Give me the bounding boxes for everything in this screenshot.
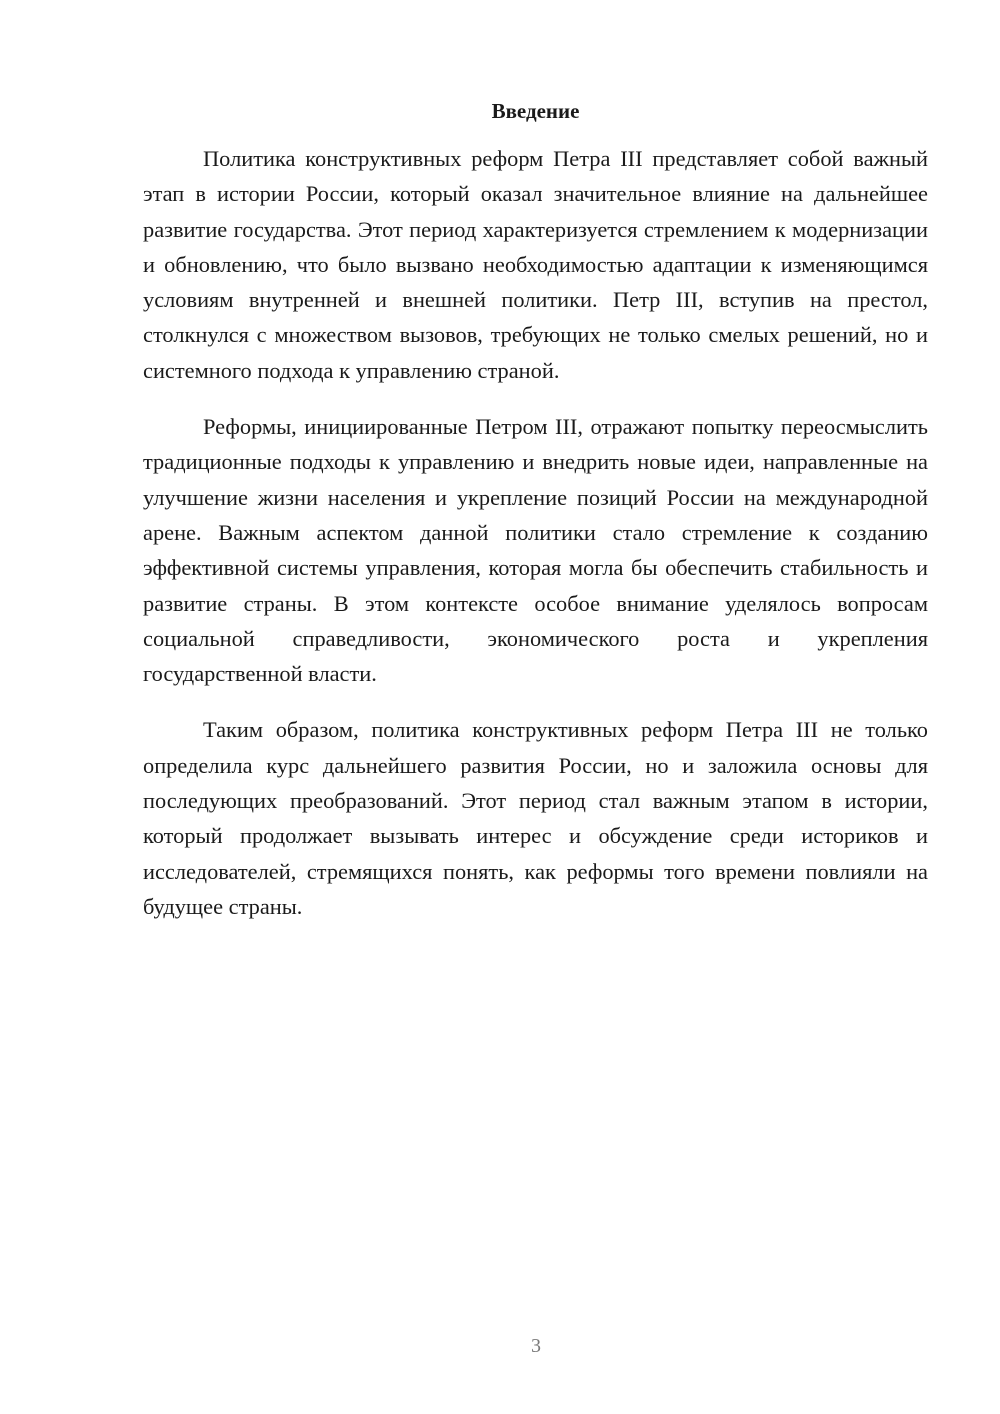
page-number: 3 bbox=[531, 1335, 541, 1357]
paragraph-3: Таким образом, политика конструктивных реформ Петра III не только определила курс дальнейшего развития России, но и заложила основы для последующих преобразований. Этот период стал важным этапом в истории, который продолжает вызывать интерес и обсуждение среди историков и исследователей, стремящихся понять, как реформы того времени повлияли на будущее страны. bbox=[143, 717, 928, 919]
paragraph-1: Политика конструктивных реформ Петра III представляет собой важный этап в истории России, который оказал значительное влияние на дальнейшее развитие государства. Этот период характеризуется стремлением к модернизации и обновлению, что было вызвано необходимостью адаптации к изменяющимся условиям внутренней и внешней политики. Петр III, вступив на престол, столкнулся с множеством вызовов, требующих не только смелых решений, но и системного подхода к управлению страной. bbox=[143, 146, 928, 383]
body-text bbox=[143, 141, 928, 945]
section-heading: Введение bbox=[491, 99, 580, 123]
paragraph-2: Реформы, инициированные Петром III, отражают попытку переосмыслить традиционные подходы к управлению и внедрить новые идеи, направленные на улучшение жизни населения и укрепление позиций России на международной арене. Важным аспектом данной политики стало стремление к созданию эффективной системы управления, которая могла бы обеспечить стабильность и развитие страны. В этом контексте особое внимание уделялось вопросам социальной справедливости, экономического роста и укрепления государственной власти. bbox=[143, 414, 928, 687]
